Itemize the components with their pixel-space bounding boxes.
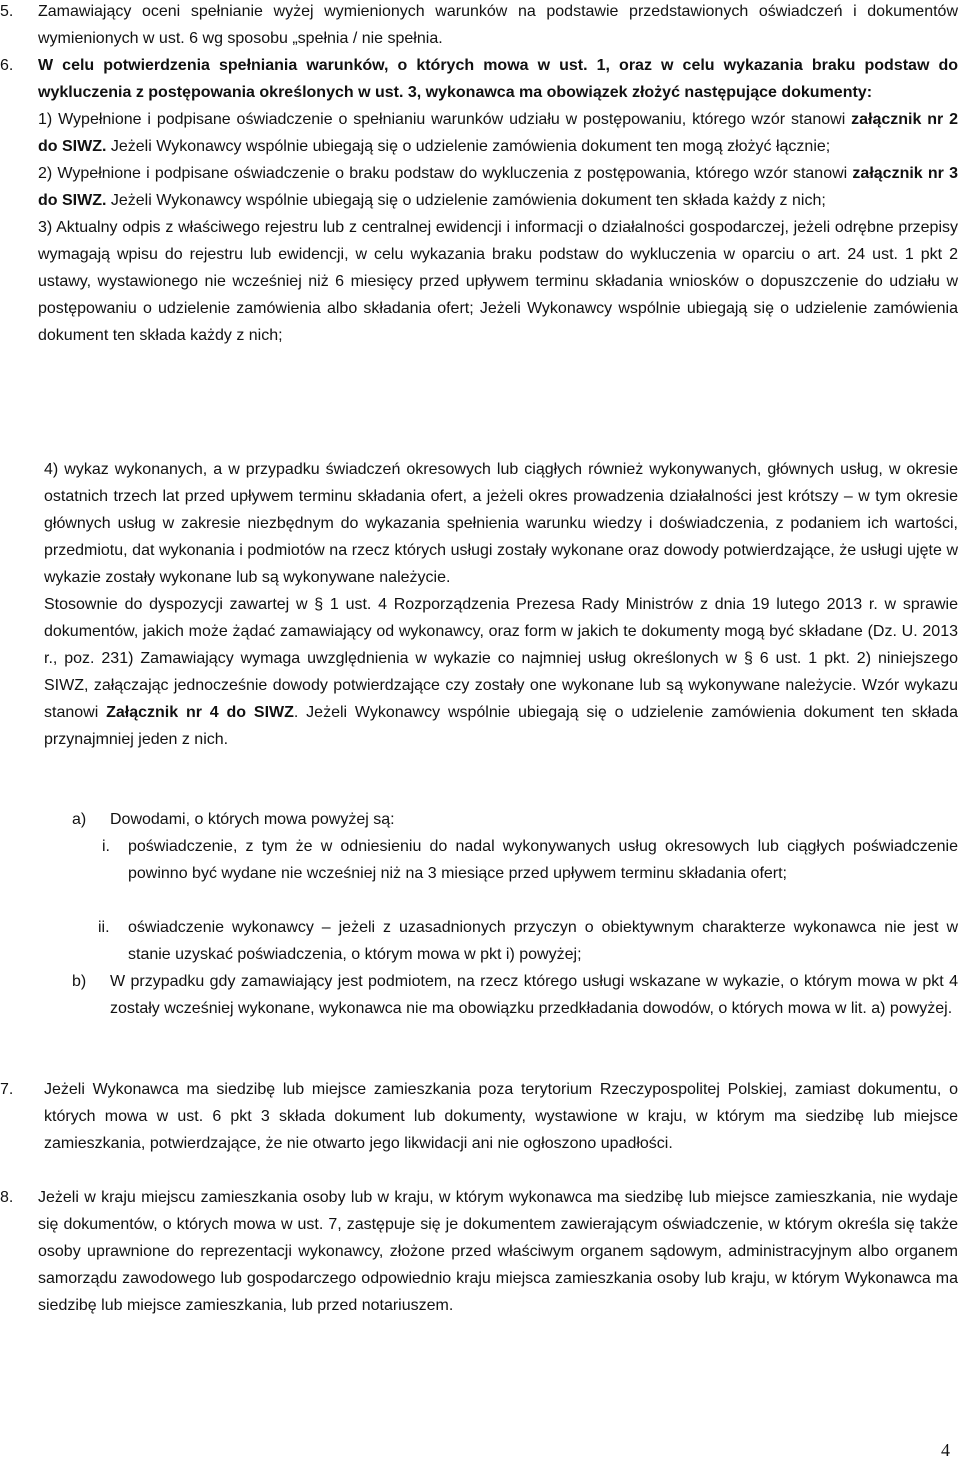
section-6-number: 6. [0,57,14,74]
item-2-attachment-ref: załącznik nr 3 do SIWZ. [38,165,958,209]
item-1-text-cont: Jeżeli Wykonawcy wspólnie ubiegają się o udzielenie zamówienia dokument ten mogą złożyć łącznie; [106,138,831,155]
sub-item-ii-text: oświadczenie wykonawcy – jeżeli z uzasadnionych przyczyn o obiektywnym charakterze wykonawca nie jest w stanie uzyskać poświadczenia, o którym mowa w pkt i) powyżej; [128,919,958,963]
sub-item-ii [98,914,958,968]
regulation-text: Stosownie do dyspozycji zawartej w § 1 ust. 4 Rozporządzenia Prezesa Rady Ministrów z dnia 19 lutego 2013 r. w sprawie dokumentów, jakich może żądać zamawiający od wykonawcy, oraz form w jakich te dokumenty mogą być składane (Dz. U. 2013 r., poz. 231) Zamawiający wymaga uwzględnienia w wykazie co najmniej usług określonych w § 6 ust. 1 pkt. 2) niniejszego SIWZ, załączając jednocześnie dowody potwierdzające czy zostały one wykonane lub są wykonywane należycie. Wzór wykazu stanowi [44,596,958,721]
section-6-heading: W celu potwierdzenia spełniania warunków, o których mowa w ust. 1, oraz w celu wykazania braku podstaw do wykluczenia z postępowania określonych w ust. 3, wykonawca ma obowiązek złożyć następujące dokumenty: [38,57,958,101]
section-8-number: 8. [0,1189,14,1206]
sub-item-a [72,806,958,833]
section-8 [0,1184,958,1319]
sub-item-b [72,968,958,1022]
sub-item-a-text: Dowodami, o których mowa powyżej są: [110,811,395,828]
section-6-item-2 [38,160,958,214]
sub-item-b-marker: b) [72,973,87,990]
sub-item-a-marker: a) [72,811,87,828]
sub-item-b-text: W przypadku gdy zamawiający jest podmiotem, na rzecz którego usługi wskazane w wykazie, o którym mowa w pkt 4 zostały wcześniej wykonane, wykonawca nie ma obowiązku przedkładania dowodów, o których mowa w lit. a) powyżej. [110,973,958,1017]
section-5 [0,0,958,52]
item-4-text: 4) wykaz wykonanych, a w przypadku świadczeń okresowych lub ciągłych również wykonywanych, głównych usług, w okresie ostatnich trzech lat przed upływem terminu składania ofert, a jeżeli okres prowadzenia działalności jest krótszy – w tym okresie głównych usług w zakresie niezbędnym do wykazania spełnienia warunku wiedzy i doświadczenia, z podaniem ich wartości, przedmiotu, dat wykonania i podmiotów na rzecz których usługi zostały wykonane oraz dowody potwierdzające, że usługi ujęte w wykazie zostały wykonane lub są wykonywane należycie. [44,461,958,586]
section-5-text: Zamawiający oceni spełnianie wyżej wymienionych warunków na podstawie przedstawionych oświadczeń i dokumentów wymienionych w ust. 6 wg sposobu „spełnia / nie spełnia. [38,3,958,47]
section-6 [0,52,958,349]
sub-item-i [102,833,958,887]
item-1-attachment-ref: załącznik nr 2 do SIWZ. [38,111,958,155]
section-7-number: 7. [0,1081,14,1098]
section-6-item-1 [38,106,958,160]
page-number: 4 [941,1440,950,1460]
section-7 [0,1076,958,1157]
section-8-text: Jeżeli w kraju miejscu zamieszkania osoby lub w kraju, w którym wykonawca ma siedzibę lub miejsce zamieszkania, nie wydaje się dokumentów, o których mowa w ust. 7, zastępuje się je dokumentem zawierającym oświadczenie, w którym określa się także osoby uprawnione do reprezentacji wykonawcy, złożone przed właściwym organem sądowym, administracyjnym albo organem samorządu zawodowego lub gospodarczego odpowiednio kraju miejsca zamieszkania osoby lub kraju, w którym Wykonawca ma siedzibę lub miejsce zamieszkania, lub przed notariuszem. [38,1189,958,1314]
attachment-4-ref: Załącznik nr 4 do SIWZ [106,704,294,721]
item-2-text-cont: Jeżeli Wykonawcy wspólnie ubiegają się o udzielenie zamówienia dokument ten składa każdy z nich; [106,192,826,209]
section-6-item-3: 3) Aktualny odpis z właściwego rejestru lub z centralnej ewidencji i informacji o działalności gospodarczej, jeżeli odrębne przepisy wymagają wpisu do rejestru lub ewidencji, w celu wykazania braku podstaw do wykluczenia w oparciu o art. 24 ust. 1 pkt 2 ustawy, wystawionego nie wcześniej niż 6 miesięcy przed upływem terminu składania wniosków o dopuszczenie do udziału w postępowaniu o udzielenie zamówienia albo składania ofert; Jeżeli Wykonawcy wspólnie ubiegają się o udzielenie zamówienia dokument ten składa każdy z nich; [38,219,958,344]
section-7-text: Jeżeli Wykonawca ma siedzibę lub miejsce zamieszkania poza terytorium Rzeczypospolitej Polskiej, zamiast dokumentu, o których mowa w ust. 6 pkt 3 składa dokument lub dokumenty, wystawione w kraju, w którym ma siedzibę lub miejsce zamieszkania, potwierdzające, że nie otwarto jego likwidacji ani nie ogłoszono upadłości. [44,1081,958,1152]
item-2-text: 2) Wypełnione i podpisane oświadczenie o braku podstaw do wykluczenia z postępowania, którego wzór stanowi [38,165,853,182]
section-5-number: 5. [0,3,14,20]
sub-item-i-text: poświadczenie, z tym że w odniesieniu do nadal wykonywanych usług okresowych lub ciągłych poświadczenie powinno być wydane nie wcześniej niż na 3 miesiące przed upływem terminu składania ofert; [128,838,958,882]
sub-item-ii-marker: ii. [98,919,110,936]
section-6-item-4 [44,456,958,753]
item-4-regulation-note [44,591,958,753]
regulation-text-cont: . Jeżeli Wykonawcy wspólnie ubiegają się o udzielenie zamówienia dokument ten składa przynajmniej jeden z nich. [44,704,959,748]
sub-item-i-marker: i. [102,838,110,855]
item-1-text: 1) Wypełnione i podpisane oświadczenie o spełnianiu warunków udziału w postępowaniu, którego wzór stanowi [38,111,852,128]
